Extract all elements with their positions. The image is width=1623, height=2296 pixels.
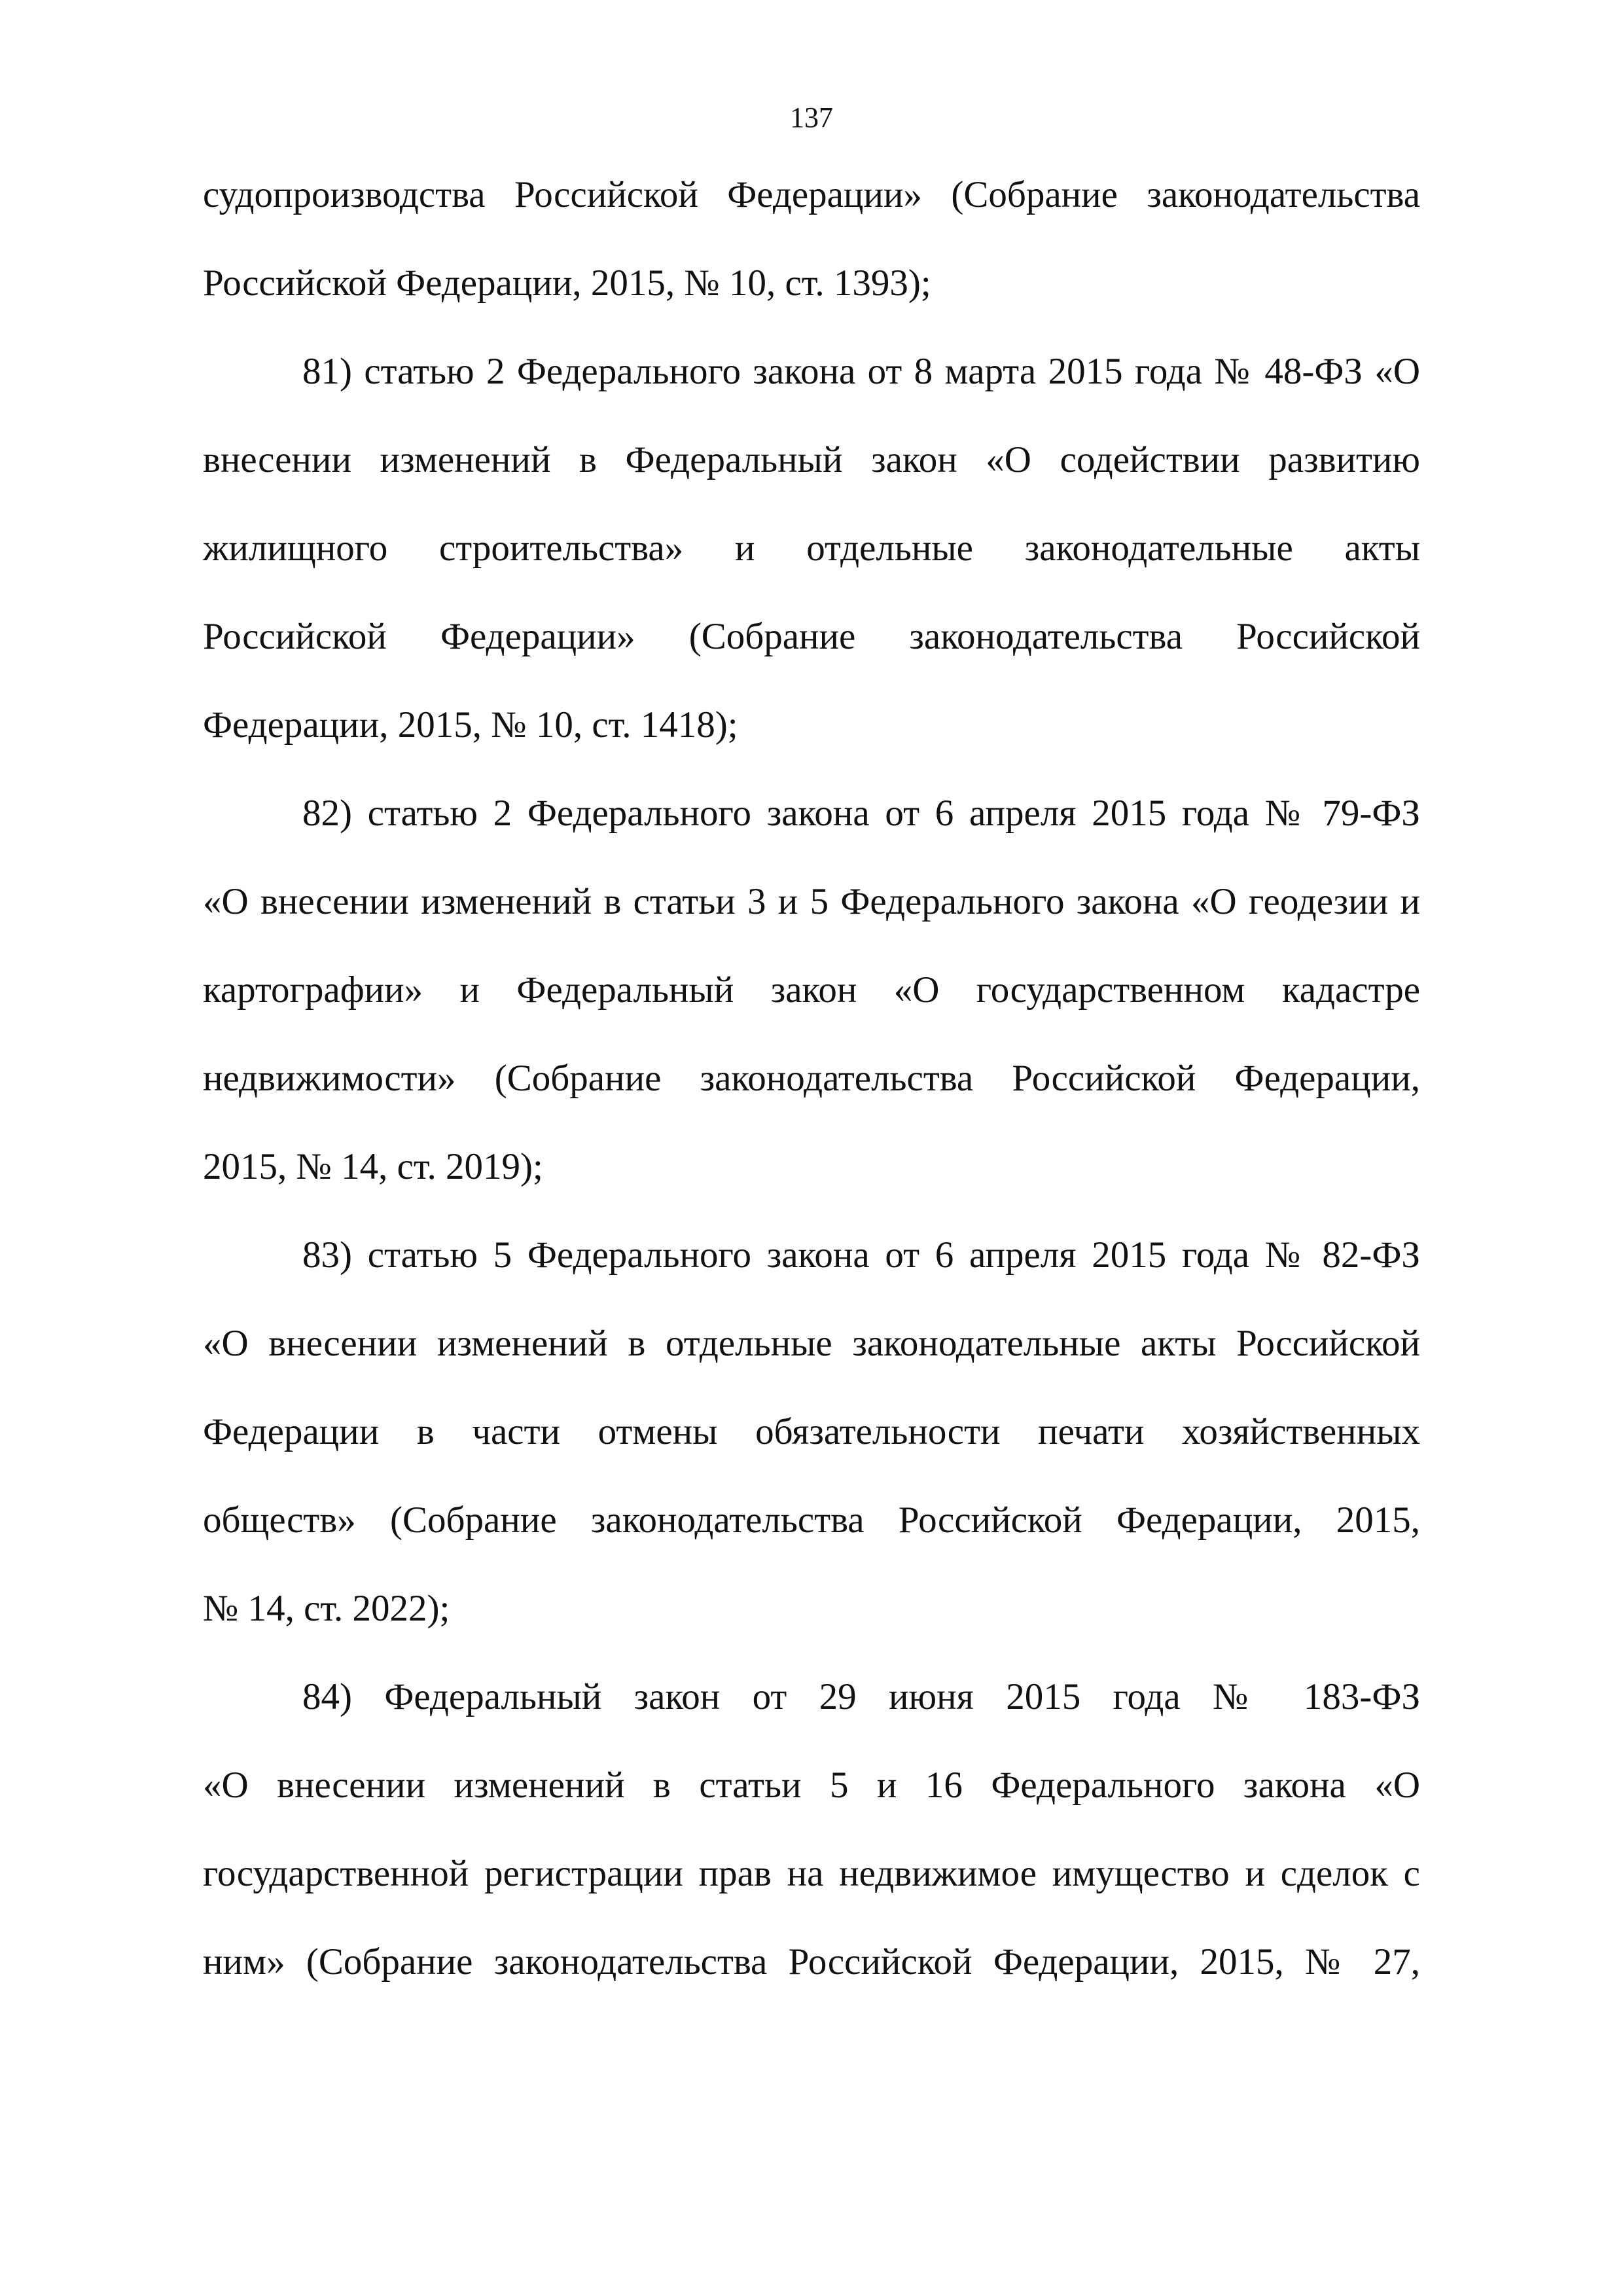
text-line: «О внесении изменений в отдельные законодательные акты Российской xyxy=(203,1323,1420,1364)
text-line: «О внесении изменений в статьи 3 и 5 Федерального закона «О геодезии и xyxy=(203,881,1420,922)
text-line: «О внесении изменений в статьи 5 и 16 Федерального закона «О xyxy=(203,1765,1420,1806)
text-line: государственной регистрации прав на недвижимое имущество и сделок с xyxy=(203,1853,1420,1894)
text-line: недвижимости» (Собрание законодательства Российской Федерации, xyxy=(203,1058,1420,1099)
text-line: жилищного строительства» и отдельные законодательные акты xyxy=(203,528,1420,569)
text-line: судопроизводства Российской Федерации» (Собрание законодательства xyxy=(203,174,1420,215)
paragraph-84-start: 84) Федеральный закон от 29 июня 2015 года № 183-ФЗ xyxy=(302,1676,1420,1717)
text-line: ним» (Собрание законодательства Российской Федерации, 2015, № 27, xyxy=(203,1941,1420,1982)
paragraph-82-start: 82) статью 2 Федерального закона от 6 апреля 2015 года № 79-ФЗ xyxy=(302,793,1420,834)
text-line: Российской Федерации, 2015, № 10, ст. 1393); xyxy=(203,262,931,304)
text-line: Российской Федерации» (Собрание законодательства Российской xyxy=(203,616,1420,657)
paragraph-81-start: 81) статью 2 Федерального закона от 8 марта 2015 года № 48-ФЗ «О xyxy=(302,351,1420,392)
text-line: Федерации в части отмены обязательности печати хозяйственных xyxy=(203,1411,1420,1452)
text-line: картографии» и Федеральный закон «О государственном кадастре xyxy=(203,969,1420,1011)
page-number: 137 xyxy=(790,101,833,134)
paragraph-83-start: 83) статью 5 Федерального закона от 6 апреля 2015 года № 82-ФЗ xyxy=(302,1234,1420,1276)
text-line: 2015, № 14, ст. 2019); xyxy=(203,1146,543,1187)
text-line: внесении изменений в Федеральный закон «О содействии развитию xyxy=(203,439,1420,480)
text-line: № 14, ст. 2022); xyxy=(203,1588,450,1629)
text-line: Федерации, 2015, № 10, ст. 1418); xyxy=(203,704,738,745)
text-line: обществ» (Собрание законодательства Российской Федерации, 2015, xyxy=(203,1499,1420,1541)
